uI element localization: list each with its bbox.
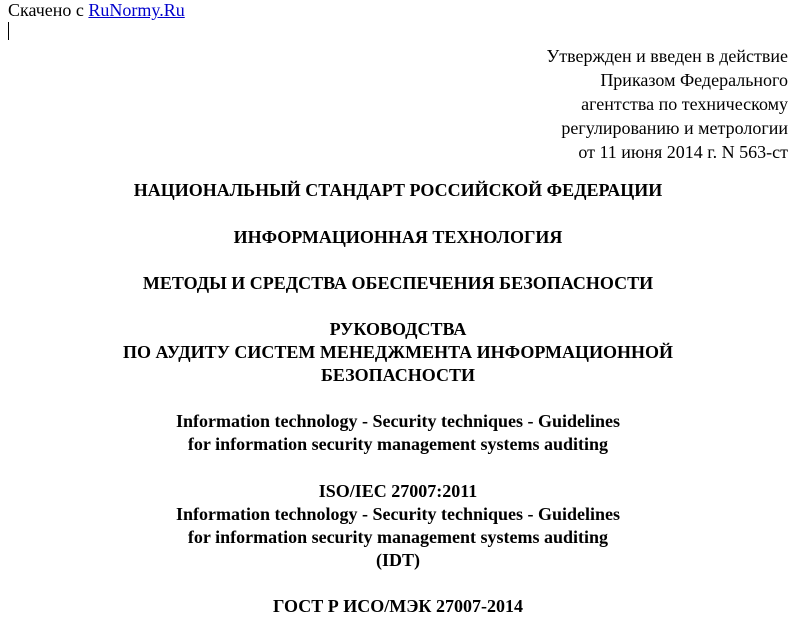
guidance-title-line: РУКОВОДСТВА — [329, 319, 467, 339]
technology-title — [0, 226, 790, 249]
guidance-title-line: БЕЗОПАСНОСТИ — [321, 365, 475, 385]
methods-title — [0, 272, 790, 295]
iso-code: ISO/IEC 27007:2011 — [318, 481, 478, 501]
approval-line: регулированию и метрологии — [561, 118, 788, 138]
text-cursor — [8, 22, 9, 40]
gost-designation — [0, 595, 790, 618]
approval-line: от 11 июня 2014 г. N 563-ст — [578, 142, 788, 162]
source-prefix: Скачено с — [8, 0, 84, 20]
english-title-line: for information security management systems auditing — [187, 434, 609, 454]
english-title — [0, 410, 790, 456]
guidance-title — [0, 318, 790, 387]
iso-title-line: Information technology - Security techniques - Guidelines — [176, 504, 620, 524]
methods-title-text: МЕТОДЫ И СРЕДСТВА ОБЕСПЕЧЕНИЯ БЕЗОПАСНОСТИ — [142, 273, 654, 293]
english-title-line: Information technology - Security techniques - Guidelines — [176, 411, 620, 431]
iso-block — [0, 480, 790, 572]
gost-code: ГОСТ Р ИСО/МЭК 27007-2014 — [273, 596, 523, 616]
technology-title-text: ИНФОРМАЦИОННАЯ ТЕХНОЛОГИЯ — [233, 227, 563, 247]
guidance-title-line: ПО АУДИТУ СИСТЕМ МЕНЕДЖМЕНТА ИНФОРМАЦИОННОЙ — [122, 342, 674, 362]
source-link[interactable]: RuNormy.Ru — [88, 0, 185, 20]
iso-title-line: for information security management systems auditing — [187, 527, 609, 547]
approval-block — [546, 44, 788, 164]
standard-title — [0, 179, 790, 202]
approval-line: агентства по техническому — [581, 94, 788, 114]
source-line — [8, 0, 185, 20]
approval-line: Приказом Федерального — [600, 70, 788, 90]
standard-title-text: НАЦИОНАЛЬНЫЙ СТАНДАРТ РОССИЙСКОЙ ФЕДЕРАЦИИ — [133, 180, 663, 200]
approval-line: Утвержден и введен в действие — [546, 46, 788, 66]
iso-title-line: (IDT) — [376, 550, 420, 570]
